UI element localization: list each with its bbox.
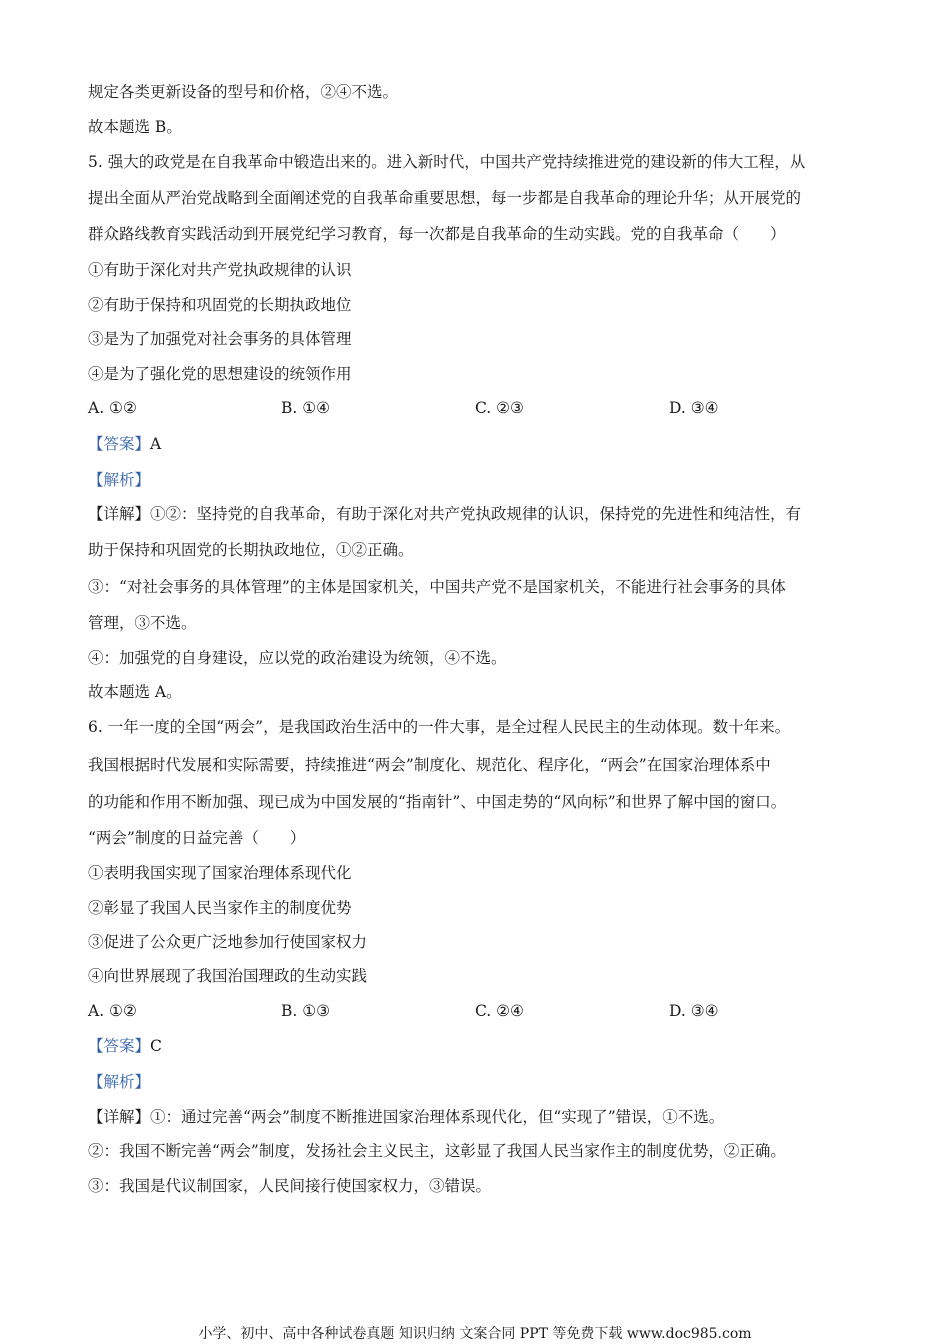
- q5-detail-line: 管理，③不选。: [88, 614, 197, 632]
- q6-statement: ②彰显了我国人民当家作主的制度优势: [88, 899, 352, 917]
- q5-stem-line: 提出全面从严治党战略到全面阐述党的自我革命重要思想，每一步都是自我革命的理论升华；从开展党的: [88, 189, 802, 207]
- q5-statement: ②有助于保持和巩固党的长期执政地位: [88, 296, 352, 314]
- q5-statement: ④是为了强化党的思想建设的统领作用: [88, 365, 352, 383]
- q6-option-b: B. ①③: [281, 1002, 331, 1020]
- q6-stem-line: “两会”制度的日益完善（ ）: [88, 829, 306, 847]
- answer-value: C: [150, 1037, 162, 1055]
- detail-tag: 【详解】: [88, 505, 151, 523]
- q6-statement: ④向世界展现了我国治国理政的生动实践: [88, 967, 368, 985]
- q6-statement: ③促进了公众更广泛地参加行使国家权力: [88, 933, 368, 951]
- analysis-tag: 【解析】: [88, 471, 151, 489]
- q6-option-a: A. ①②: [88, 1002, 137, 1020]
- detail-text: ①：通过完善“两会”制度不断推进国家治理体系现代化，但“实现了”错误，①不选。: [150, 1108, 725, 1126]
- q6-detail-line: ③：我国是代议制国家，人民间接行使国家权力，③错误。: [88, 1177, 492, 1195]
- answer-value: A: [150, 435, 162, 453]
- q5-stem-line: 群众路线教育实践活动到开展党纪学习教育，每一次都是自我革命的生动实践。党的自我革命（ ）: [88, 225, 786, 243]
- q5-detail-line: 助于保持和巩固党的长期执政地位，①②正确。: [88, 541, 414, 559]
- answer-tag: 【答案】: [88, 435, 151, 453]
- q5-detail-line: ④：加强党的自身建设，应以党的政治建设为统领，④不选。: [88, 649, 507, 667]
- q6-option-d: D. ③④: [669, 1002, 719, 1020]
- prev-conclusion: 故本题选 B。: [88, 118, 182, 136]
- q6-stem-line: 6. 一年一度的全国“两会”，是我国政治生活中的一件大事，是全过程人民民主的生动体现。数十年来。: [88, 718, 791, 736]
- q5-detail-line: [88, 504, 801, 524]
- q6-detail-line: ②：我国不断完善“两会”制度，发扬社会主义民主，这彰显了我国人民当家作主的制度优势，②正确。: [88, 1142, 786, 1160]
- q5-conclusion: 故本题选 A。: [88, 683, 182, 701]
- q5-detail-line: ③：“对社会事务的具体管理”的主体是国家机关，中国共产党不是国家机关，不能进行社会事务的具体: [88, 578, 786, 596]
- q6-option-c: C. ②④: [475, 1002, 524, 1020]
- q5-option-b: B. ①④: [281, 399, 331, 417]
- q6-detail-line: [88, 1107, 724, 1127]
- detail-text: ①②：坚持党的自我革命，有助于深化对共产党执政规律的认识，保持党的先进性和纯洁性，有: [150, 505, 802, 523]
- q5-analysis-heading: [88, 470, 150, 490]
- detail-tag: 【详解】: [88, 1108, 151, 1126]
- page-footer: 小学、初中、高中各种试卷真题 知识归纳 文案合同 PPT 等免费下载 www.doc985.com: [198, 1326, 752, 1342]
- q5-option-d: D. ③④: [669, 399, 719, 417]
- q5-option-a: A. ①②: [88, 399, 137, 417]
- q6-statement: ①表明我国实现了国家治理体系现代化: [88, 864, 352, 882]
- q5-answer: [88, 434, 161, 454]
- q5-stem-line: 5. 强大的政党是在自我革命中锻造出来的。进入新时代，中国共产党持续推进党的建设新的伟大工程，从: [88, 153, 806, 171]
- analysis-tag: 【解析】: [88, 1073, 151, 1091]
- q5-statement: ①有助于深化对共产党执政规律的认识: [88, 261, 352, 279]
- q6-stem-line: 的功能和作用不断加强、现已成为中国发展的“指南针”、中国走势的“风向标”和世界了解中国的窗口。: [88, 793, 787, 811]
- q5-statement: ③是为了加强党对社会事务的具体管理: [88, 330, 352, 348]
- answer-tag: 【答案】: [88, 1037, 151, 1055]
- q6-analysis-heading: [88, 1072, 150, 1092]
- q6-answer: [88, 1036, 162, 1056]
- prev-answer-tail: 规定各类更新设备的型号和价格，②④不选。: [88, 83, 399, 101]
- q6-stem-line: 我国根据时代发展和实际需要，持续推进“两会”制度化、规范化、程序化，“两会”在国家治理体系中: [88, 756, 771, 774]
- q5-option-c: C. ②③: [475, 399, 524, 417]
